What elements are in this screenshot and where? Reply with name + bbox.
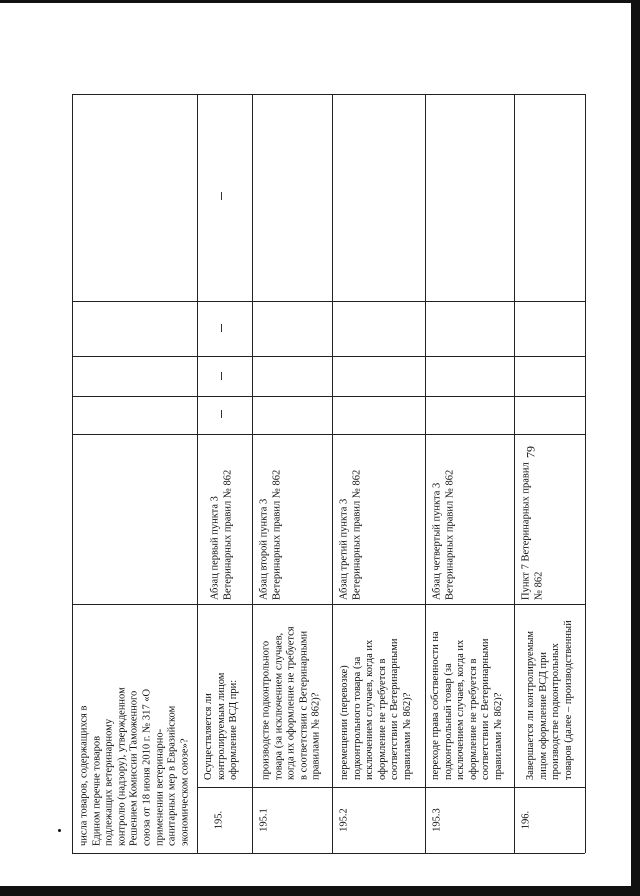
legal-reference: Абзац третий пункта 3 Ветеринарных правил № 862 xyxy=(338,469,362,600)
question-text: перемещении (перевозке) подконтрольного товара (за исключением случаев, когда их оформление не требуется в соответствии с Ветеринарными правилами № 862)? xyxy=(339,638,414,780)
legal-reference: Пункт 7 Ветеринарных правил № 862 xyxy=(520,462,544,600)
dash-mark xyxy=(221,372,222,380)
table-line xyxy=(197,787,585,788)
table-line xyxy=(514,94,515,853)
table-line xyxy=(72,94,585,95)
row-number: 195.3 xyxy=(431,808,443,832)
row-number: 196. xyxy=(520,810,532,830)
dash-mark xyxy=(221,410,222,418)
scan-border-right xyxy=(631,0,640,896)
scan-border-bottom xyxy=(0,886,640,896)
table-line xyxy=(252,94,253,853)
question-text: переходе права собственности на подконтрольный товар (за исключением случаев, когда их оформление не требуется в соответствии с Ветеринарными правилами № 862)? xyxy=(430,631,505,780)
table-line xyxy=(425,94,426,853)
table-line xyxy=(197,94,198,853)
table-line xyxy=(72,853,585,854)
question-text: числа товаров, содержащихся в Едином перечне товаров подлежащих ветеринарному контролю (надзору), утвержденном Решением Комиссии Таможенного союза от 18 июня 2010 г. № 317 «О применении ветеринарно- санитарных мер в Евразийском экономическом союзе»? xyxy=(78,687,191,846)
question-text: производстве подконтрольного товара (за исключением случаев, когда их оформление не требуется в соответствии с Ветеринарными правилами № 862)? xyxy=(260,626,322,780)
dash-mark xyxy=(221,192,222,200)
table-line xyxy=(72,94,73,853)
table-line xyxy=(332,94,333,853)
row-number: 195.1 xyxy=(258,808,270,832)
legal-reference: Абзац второй пункта 3 Ветеринарных правил № 862 xyxy=(258,469,282,600)
scan-border-top xyxy=(0,0,640,3)
table-line xyxy=(585,94,586,853)
row-number: 195.2 xyxy=(338,808,350,832)
table-line xyxy=(72,434,585,435)
legal-reference: Абзац четвертый пункта 3 Ветеринарных правил № 862 xyxy=(431,469,455,600)
table-line xyxy=(72,604,585,605)
page-number: 79 xyxy=(523,446,538,458)
table-line xyxy=(72,356,585,357)
table-line xyxy=(72,396,585,397)
row-number: 195. xyxy=(213,810,225,830)
question-text: Завершается ли контролируемым лицом оформление ВСД при производстве подконтрольных товаров (далее – производственный xyxy=(524,620,574,780)
legal-reference: Абзац первый пункта 3 Ветеринарных правил № 862 xyxy=(209,469,233,600)
question-text: Осуществляется ли контролируемым лицом оформление ВСД при: xyxy=(203,672,240,780)
dash-mark xyxy=(221,324,222,332)
table-line xyxy=(72,301,585,302)
scan-speck xyxy=(58,829,61,832)
